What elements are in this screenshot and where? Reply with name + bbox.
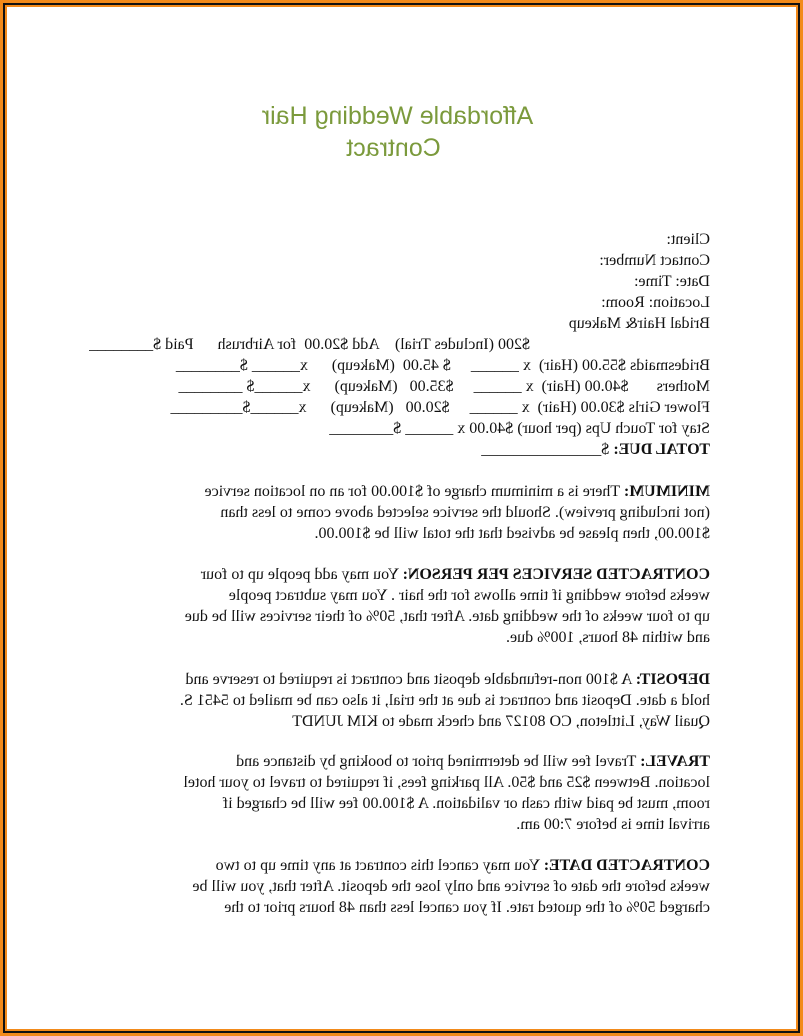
services-text: You may add people up to four <box>200 566 403 583</box>
travel-line-3: room, must be paid with cash or validation. A $100.00 fee will be charged if <box>222 795 710 812</box>
minimum-line-1 <box>205 482 711 502</box>
touch-ups-row: Stay for Touch Ups (per hour) $40.00 x ______ $________ <box>329 420 710 437</box>
deposit-line-3: Quail Way, Littleton, CO 80127 and check made to KIM JUNDT <box>292 713 710 730</box>
minimum-line-3: $100.00, then please be advised that the total will be $100.00. <box>314 525 710 542</box>
total-label: TOTAL DUE: <box>613 441 710 458</box>
minimum-line-2: (not including preview). Should the service selected above come to less than <box>220 504 710 521</box>
services-line-1 <box>201 565 710 585</box>
bridal-price-row: $200 (Includes Trial) Add $20.00 for Airbrush Paid $________ <box>89 336 530 353</box>
date-policy-line-2: weeks before the date of service and only lose the deposit. After that, you will be <box>192 878 710 895</box>
date-policy-line-3: charged 50% of the quoted rate. If you cancel less than 48 hours prior to the <box>224 899 710 916</box>
bridal-heading: Bridal Hair& Makeup <box>568 315 710 332</box>
deposit-label: DEPOSIT: <box>635 671 710 688</box>
travel-line-2: location. Between $25 and $50. All parking fees, if required to travel to your hotel <box>183 774 710 791</box>
minimum-label: MINIMUM: <box>623 483 710 500</box>
services-line-3: up to four weeks of the wedding date. After that, 50% of their services will be due <box>184 608 710 625</box>
location-field: Location: Room: <box>601 294 710 311</box>
flower-girls-row: Flower Girls $30.00 (Hair) x ______ $20.00 (Makeup) x______$_________ <box>170 399 710 416</box>
services-line-2: weeks before wedding if time allows for the hair . You may subtract people <box>228 587 710 604</box>
travel-text: Travel fee will be determined prior to booking by distance and <box>236 753 641 770</box>
services-label: CONTRACTED SERVICES PER PERSON: <box>402 566 710 583</box>
client-field: Client: <box>666 231 710 248</box>
travel-label: TRAVEL: <box>640 753 710 770</box>
total-due-row <box>481 440 710 460</box>
contact-field: Contact Number: <box>599 252 710 269</box>
mothers-row: Mothers $40.00 (Hair) x ______ $35.00 (Makeup) x______$ ________ <box>178 378 710 395</box>
travel-line-4: arrival time is before 7:00 am. <box>516 816 710 833</box>
deposit-line-1 <box>186 670 710 690</box>
date-policy-text: You may cancel this contract at any time up to two <box>215 857 544 874</box>
services-line-4: and within 48 hours, 100% due. <box>506 629 710 646</box>
bridesmaids-row: Bridesmaids $55.00 (Hair) x ______ $ 45.00 (Makeup) x______ $________ <box>175 357 710 374</box>
date-policy-line-1 <box>216 856 710 876</box>
date-field: Date: Time: <box>633 273 710 290</box>
total-value: $_______________ <box>481 441 614 458</box>
travel-line-1 <box>236 752 710 772</box>
title: Affordable Wedding Hair <box>261 102 534 130</box>
deposit-line-2: hold a date. Deposit and contract is due at the trial, it also can be mailed to 5451 S. <box>179 692 710 709</box>
subtitle: Contract <box>346 134 441 162</box>
date-policy-label: CONTRACTED DATE: <box>543 857 710 874</box>
minimum-text: There is a minimum charge of $100.00 for an on location service <box>204 483 624 500</box>
deposit-text: A $100 non-refundable deposit and contract is required to reserve and <box>185 671 636 688</box>
